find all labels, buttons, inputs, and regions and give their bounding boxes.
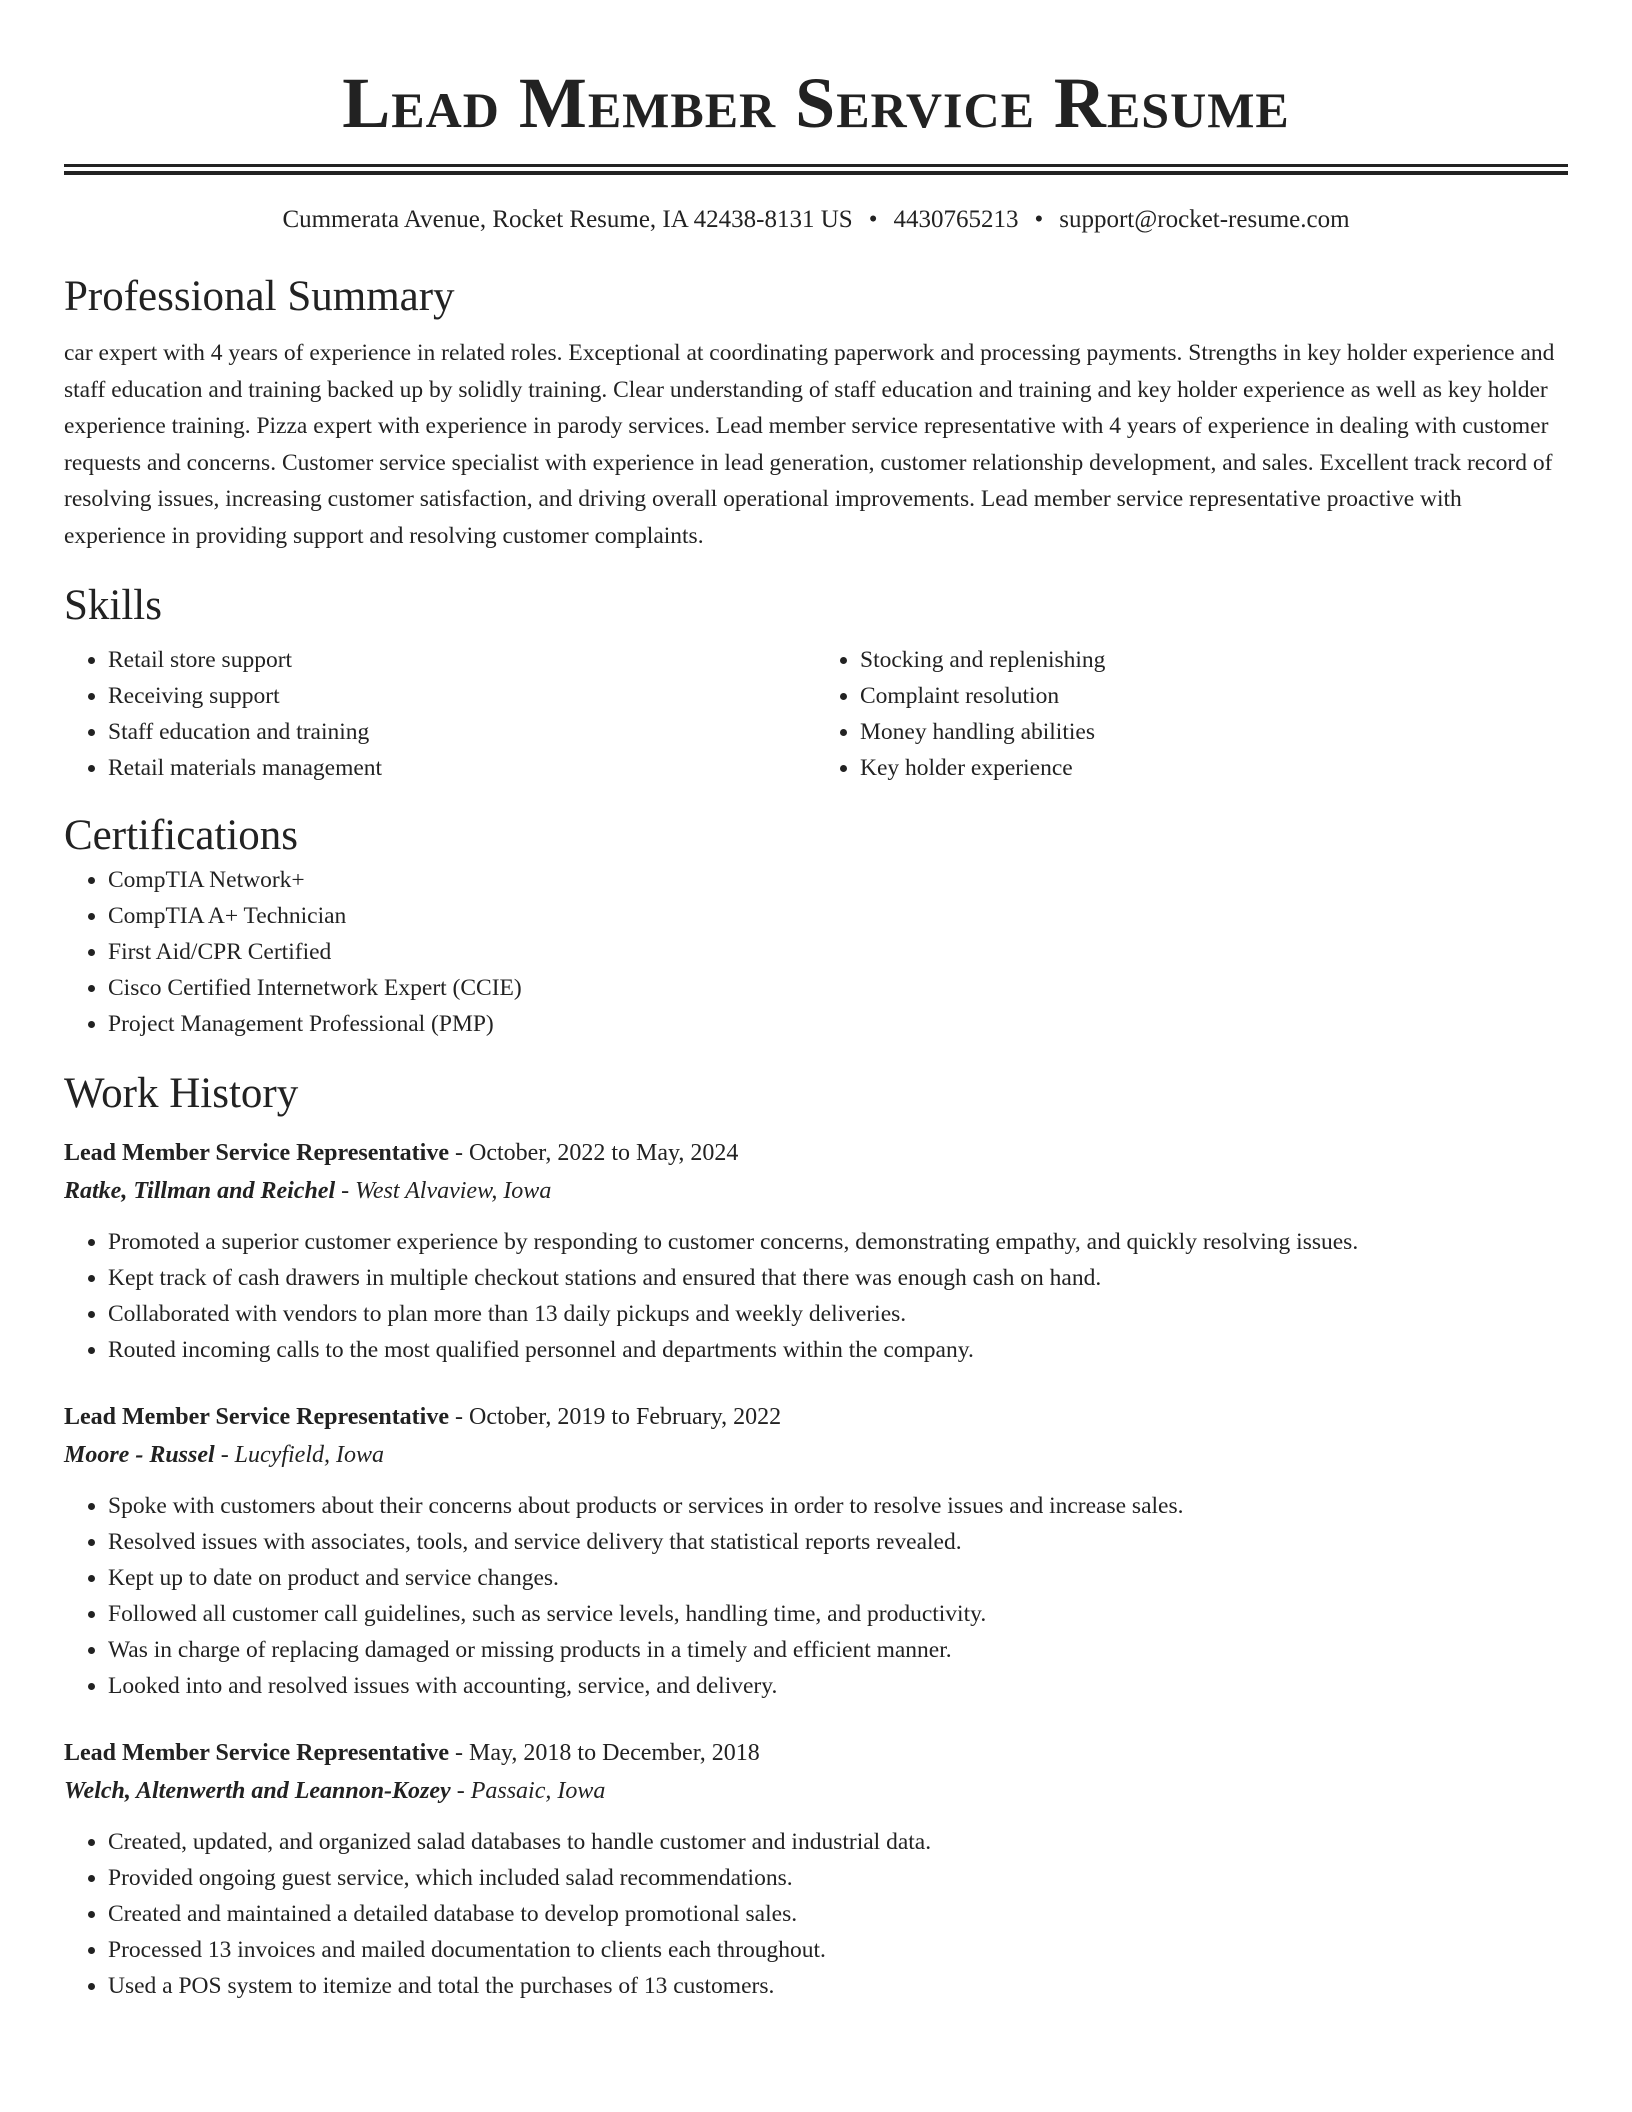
job-entry [64, 1134, 1568, 1368]
job-entry [64, 1734, 1568, 2004]
job-duty: • Promoted a superior customer experience by responding to customer concerns, demonstrating empathy, and quickly resolving issues. [108, 1224, 1568, 1260]
job-entry [64, 1398, 1568, 1704]
page-title: Lead Member Service Resume [342, 63, 1290, 143]
certification-item: • First Aid/CPR Certified [108, 934, 1568, 970]
job-dates: - May, 2018 to December, 2018 [455, 1740, 760, 1766]
contact-address: Cummerata Avenue, Rocket Resume, IA 42438-8131 US [282, 206, 853, 233]
job-title-line [64, 1734, 1568, 1772]
skills-list-right [816, 642, 1568, 786]
certification-item: • CompTIA A+ Technician [108, 898, 1568, 934]
job-duty: • Spoke with customers about their concerns about products or services in order to resolve issues and increase sales. [108, 1488, 1568, 1524]
job-duties [64, 1224, 1568, 1368]
section-heading-work-history: Work History [64, 1070, 299, 1117]
job-company: Ratke, Tillman and Reichel [64, 1178, 336, 1204]
certification-item: • CompTIA Network+ [108, 862, 1568, 898]
job-company: Moore - Russel [64, 1442, 215, 1468]
section-heading-certifications: Certifications [64, 812, 299, 859]
section-heading-summary: Professional Summary [64, 273, 455, 320]
skills-columns [64, 642, 1568, 786]
title-divider [64, 164, 1568, 175]
job-duties [64, 1488, 1568, 1704]
job-duty: • Provided ongoing guest service, which included salad recommendations. [108, 1860, 1568, 1896]
job-company: Welch, Altenwerth and Leannon-Kozey [64, 1778, 451, 1804]
job-company-line [64, 1436, 1568, 1474]
contact-phone[interactable]: 4430765213 [893, 206, 1019, 233]
job-duty: • Followed all customer call guidelines, such as service levels, handling time, and productivity. [108, 1596, 1568, 1632]
skill-item: • Retail store support [108, 642, 816, 678]
job-title: Lead Member Service Representative [64, 1404, 449, 1430]
job-title: Lead Member Service Representative [64, 1740, 449, 1766]
skill-item: • Staff education and training [108, 714, 816, 750]
job-title: Lead Member Service Representative [64, 1140, 449, 1166]
job-duty: • Routed incoming calls to the most qualified personnel and departments within the company. [108, 1332, 1568, 1368]
skill-item: • Stocking and replenishing [860, 642, 1568, 678]
job-company-line [64, 1172, 1568, 1210]
skill-item: • Retail materials management [108, 750, 816, 786]
job-duty: • Kept up to date on product and service changes. [108, 1560, 1568, 1596]
summary-text: car expert with 4 years of experience in related roles. Exceptional at coordinating paperwork and processing payments. Strengths in key holder experience and staff education and training backed up by solidly training. Clear understanding of staff education and training and key holder experience as well as key holder experience training. Pizza expert with experience in parody services. Lead member service representative with 4 years of experience in dealing with customer requests and concerns. Customer service specialist with experience in lead generation, customer relationship development, and sales. Excellent track record of resolving issues, increasing customer satisfaction, and driving overall operational improvements. Lead member service representative proactive with experience in providing support and resolving customer complaints. [64, 340, 1555, 549]
contact-separator: • [1034, 206, 1044, 233]
job-location: - Passaic, Iowa [456, 1778, 606, 1804]
job-duty: • Kept track of cash drawers in multiple checkout stations and ensured that there was enough cash on hand. [108, 1260, 1568, 1296]
skill-item: • Complaint resolution [860, 678, 1568, 714]
job-duty: • Processed 13 invoices and mailed documentation to clients each throughout. [108, 1932, 1568, 1968]
certification-item: • Project Management Professional (PMP) [108, 1006, 1568, 1042]
job-title-line [64, 1134, 1568, 1172]
contact-email[interactable]: support@rocket-resume.com [1059, 206, 1350, 233]
job-duty: • Used a POS system to itemize and total the purchases of 13 customers. [108, 1968, 1568, 2004]
job-dates: - October, 2019 to February, 2022 [455, 1404, 782, 1430]
contact-line [64, 203, 1568, 237]
job-duties [64, 1824, 1568, 2004]
job-location: - Lucyfield, Iowa [220, 1442, 384, 1468]
certifications-list [64, 862, 1568, 1042]
job-duty: • Collaborated with vendors to plan more than 13 daily pickups and weekly deliveries. [108, 1296, 1568, 1332]
job-duty: • Resolved issues with associates, tools, and service delivery that statistical reports revealed. [108, 1524, 1568, 1560]
certification-item: • Cisco Certified Internetwork Expert (CCIE) [108, 970, 1568, 1006]
section-heading-skills: Skills [64, 582, 162, 629]
job-duty: • Created, updated, and organized salad databases to handle customer and industrial data. [108, 1824, 1568, 1860]
skill-item: • Money handling abilities [860, 714, 1568, 750]
contact-separator: • [868, 206, 878, 233]
resume-page [64, 0, 1568, 2004]
job-title-line [64, 1398, 1568, 1436]
job-company-line [64, 1772, 1568, 1810]
job-duty: • Was in charge of replacing damaged or missing products in a timely and efficient manner. [108, 1632, 1568, 1668]
skill-item: • Receiving support [108, 678, 816, 714]
skill-item: • Key holder experience [860, 750, 1568, 786]
job-dates: - October, 2022 to May, 2024 [455, 1140, 739, 1166]
skills-list-left [64, 642, 816, 786]
job-duty: • Created and maintained a detailed database to develop promotional sales. [108, 1896, 1568, 1932]
job-duty: • Looked into and resolved issues with accounting, service, and delivery. [108, 1668, 1568, 1704]
job-location: - West Alvaview, Iowa [341, 1178, 552, 1204]
